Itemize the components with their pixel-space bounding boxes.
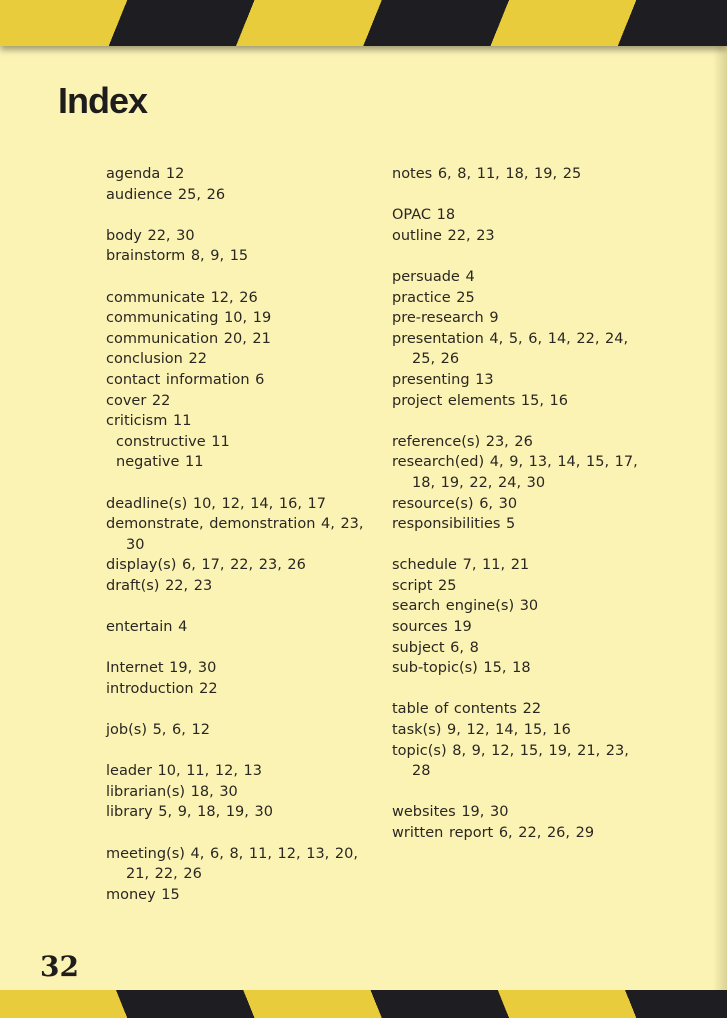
index-entry: research(ed) 4, 9, 13, 14, 15, 17, 18, 19, 22, 24, 30 <box>392 454 638 491</box>
index-subentry: constructive 11 <box>116 433 230 450</box>
index-entry: websites 19, 30 <box>392 804 509 821</box>
index-entry: search engine(s) 30 <box>392 598 539 615</box>
index-entry: librarian(s) 18, 30 <box>106 783 238 800</box>
index-group <box>392 699 642 781</box>
index-entry: deadline(s) 10, 12, 14, 16, 17 <box>106 495 326 512</box>
index-entry: contact information 6 <box>106 371 265 388</box>
index-entry: topic(s) 8, 9, 12, 15, 19, 21, 23, 28 <box>392 742 629 780</box>
index-group <box>106 844 374 906</box>
index-entry: cover 22 <box>106 392 171 409</box>
index-group <box>392 205 642 246</box>
index-group <box>106 288 374 473</box>
index-group <box>106 761 374 823</box>
index-group <box>392 164 642 185</box>
index-entry: script 25 <box>392 577 457 594</box>
index-entry: communication 20, 21 <box>106 330 271 347</box>
index-entry: resource(s) 6, 30 <box>392 495 518 512</box>
hazard-stripe-header <box>0 0 727 46</box>
index-entry: draft(s) 22, 23 <box>106 577 213 594</box>
index-entry: outline 22, 23 <box>392 227 495 244</box>
index-entry: practice 25 <box>392 289 475 306</box>
index-entry: sources 19 <box>392 619 472 636</box>
index-entry: task(s) 9, 12, 14, 15, 16 <box>392 722 571 739</box>
index-entry: audience 25, 26 <box>106 186 226 203</box>
index-entry: conclusion 22 <box>106 351 207 368</box>
index-entry: money 15 <box>106 886 180 903</box>
index-entry: responsibilities 5 <box>392 516 516 533</box>
index-group <box>392 555 642 679</box>
page-title: Index <box>58 80 148 121</box>
index-entry: table of contents 22 <box>392 701 542 718</box>
index-entry: entertain 4 <box>106 619 188 636</box>
index-entry: notes 6, 8, 11, 18, 19, 25 <box>392 166 582 182</box>
index-entry: pre-research 9 <box>392 310 499 327</box>
index-group <box>392 802 642 843</box>
index-subentry: negative 11 <box>116 454 204 471</box>
index-entry: leader 10, 11, 12, 13 <box>106 763 262 780</box>
index-group <box>106 226 374 267</box>
index-entry: sub-topic(s) 15, 18 <box>392 660 531 677</box>
index-entry: OPAC 18 <box>392 207 456 224</box>
index-column-right <box>392 164 642 864</box>
index-group <box>392 267 642 411</box>
page-edge-shadow <box>713 46 727 990</box>
index-entry: schedule 7, 11, 21 <box>392 557 530 574</box>
index-group <box>106 658 374 699</box>
hazard-stripe-footer <box>0 990 727 1018</box>
index-entry: brainstorm 8, 9, 15 <box>106 248 249 265</box>
index-entry: job(s) 5, 6, 12 <box>106 722 210 739</box>
index-group <box>106 720 374 741</box>
index-entry: library 5, 9, 18, 19, 30 <box>106 804 273 821</box>
index-entry: criticism 11 <box>106 413 192 430</box>
index-entry: display(s) 6, 17, 22, 23, 26 <box>106 557 306 574</box>
index-entry: persuade 4 <box>392 268 475 285</box>
index-entry: presenting 13 <box>392 371 494 388</box>
index-entry: demonstrate, demonstration 4, 23, 30 <box>106 516 364 553</box>
index-entry: agenda 12 <box>106 166 185 182</box>
page-number: 32 <box>40 950 79 983</box>
index-group <box>106 617 374 638</box>
index-entry: project elements 15, 16 <box>392 392 569 409</box>
index-entry: communicating 10, 19 <box>106 310 272 327</box>
index-entry: subject 6, 8 <box>392 639 479 656</box>
index-entry: introduction 22 <box>106 680 218 697</box>
index-entry: body 22, 30 <box>106 227 195 244</box>
index-entry: communicate 12, 26 <box>106 289 258 306</box>
index-entry: written report 6, 22, 26, 29 <box>392 825 595 841</box>
index-entry: reference(s) 23, 26 <box>392 433 533 450</box>
index-entry: Internet 19, 30 <box>106 660 217 677</box>
index-entry: meeting(s) 4, 6, 8, 11, 12, 13, 20, 21, 22, 26 <box>106 845 358 883</box>
index-group <box>106 164 374 205</box>
index-group <box>106 494 374 597</box>
index-entry: presentation 4, 5, 6, 14, 22, 24, 25, 26 <box>392 330 629 368</box>
index-group <box>392 432 642 535</box>
index-column-left <box>106 164 374 926</box>
